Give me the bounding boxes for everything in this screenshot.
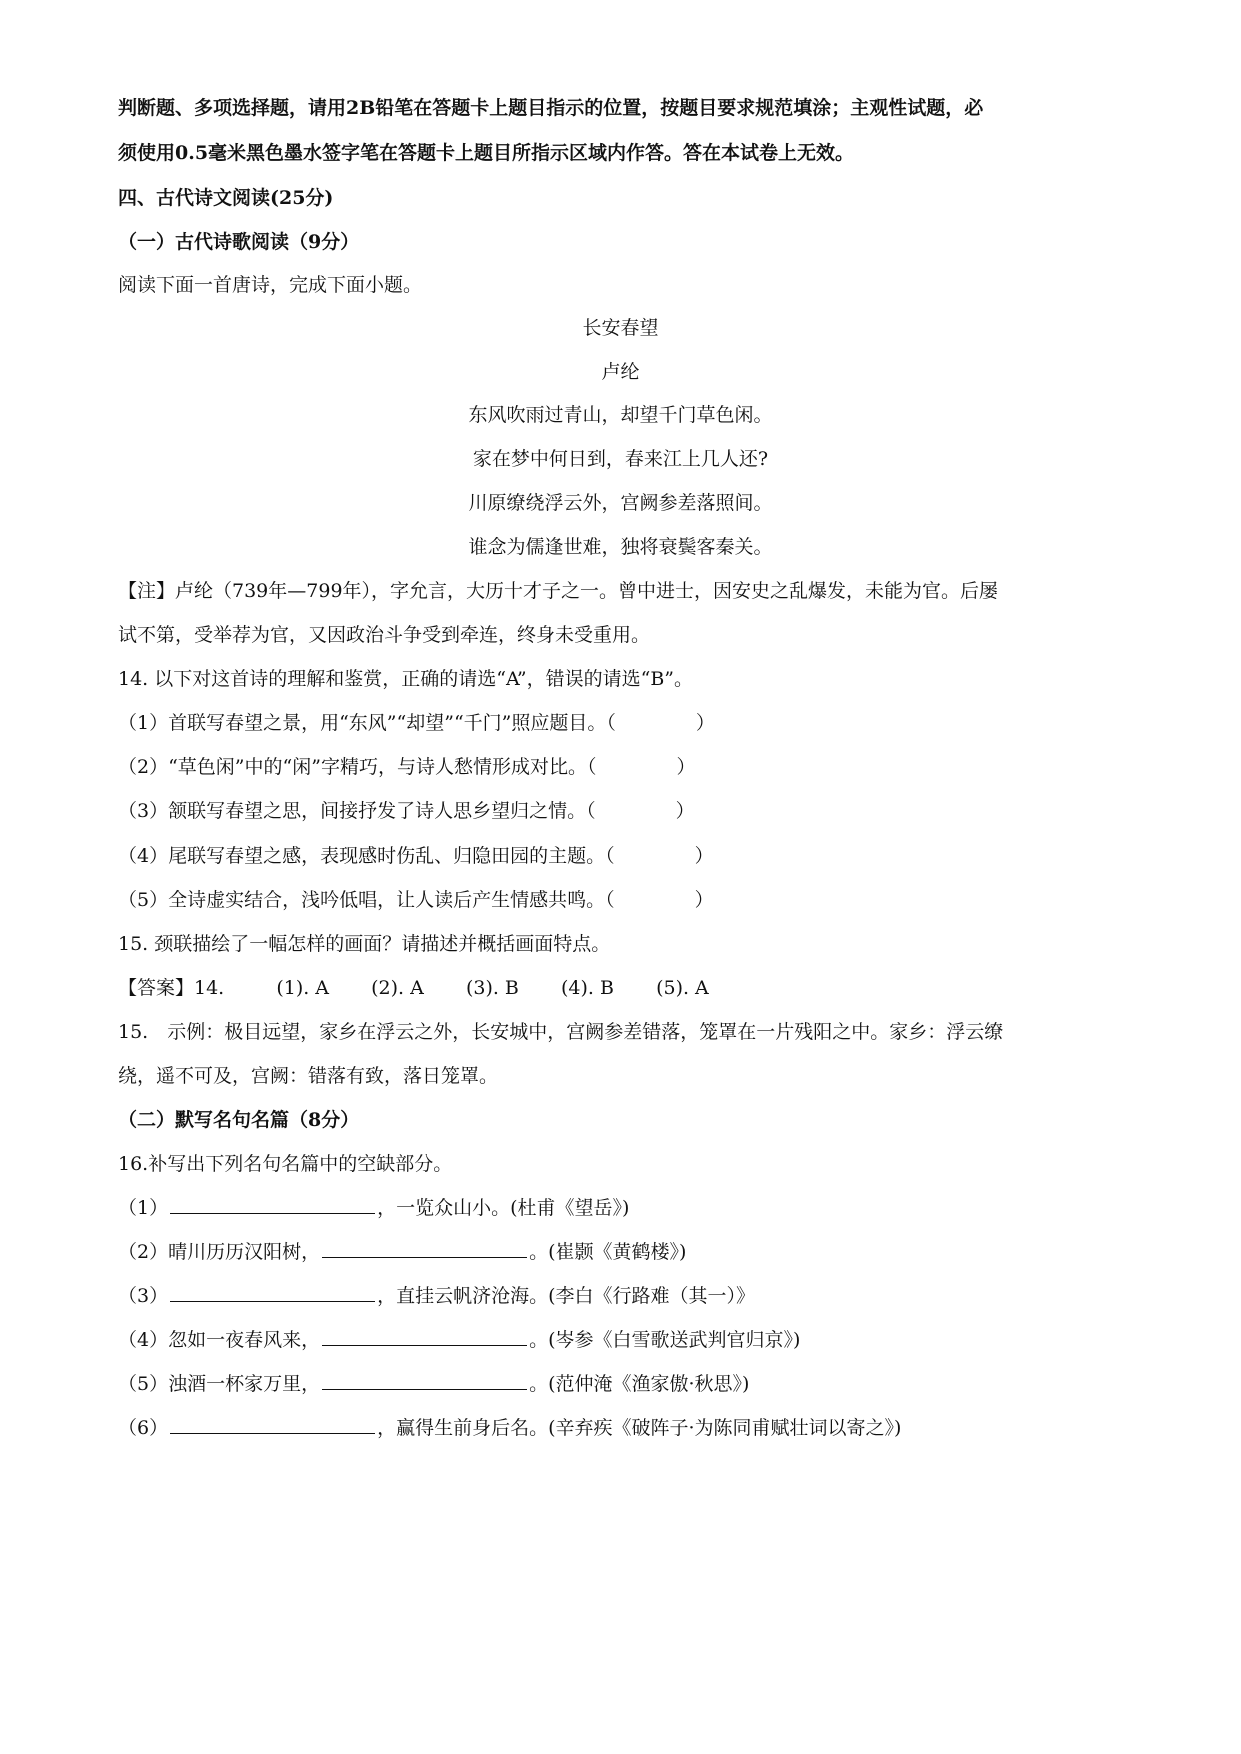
item-before: 忽如一夜春风来， — [168, 1329, 321, 1351]
poem-title: 长安春望 — [582, 317, 659, 339]
item-number: （2） — [118, 1241, 169, 1263]
question-16-stem: 16.补写出下列名句名篇中的空缺部分。 — [118, 1153, 453, 1175]
fill-in-item — [118, 1415, 901, 1441]
answer-choice: (1). A — [276, 977, 330, 999]
fill-blank[interactable] — [170, 1283, 375, 1302]
item-before: 晴川历历汉阳树， — [168, 1241, 321, 1263]
fill-blank[interactable] — [322, 1327, 527, 1346]
answer-15-line-2: 绕，遥不可及，宫阙：错落有致，落日笼罩。 — [118, 1065, 499, 1087]
item-after: 。(范仲淹《渔家傲·秋思》) — [529, 1373, 750, 1395]
note-line-2: 试不第，受举荐为官，又因政治斗争受到牵连，终身未受重用。 — [118, 624, 651, 646]
question-14-item — [118, 798, 695, 824]
item-close: ） — [676, 756, 696, 778]
question-14-item — [118, 754, 695, 780]
question-14-stem: 14. 以下对这首诗的理解和鉴赏，正确的请选“A”，错误的请选“B”。 — [118, 668, 694, 690]
item-text: （3）颔联写春望之思，间接抒发了诗人思乡望归之情。（ — [118, 800, 596, 822]
note-line-1: 【注】卢纶（739年—799年），字允言，大历十才子之一。曾中进士，因安史之乱爆发，未能为官。后屡 — [118, 580, 999, 602]
item-text: （5）全诗虚实结合，浅吟低唱，让人读后产生情感共鸣。（ — [118, 889, 615, 911]
fill-in-item — [118, 1371, 749, 1397]
fill-in-item — [118, 1283, 755, 1309]
item-after: ，一览众山小。(杜甫《望岳》) — [377, 1197, 630, 1219]
item-after: 。(崔颢《黄鹤楼》) — [529, 1241, 687, 1263]
question-14-item — [118, 710, 715, 736]
answer-choice: (3). B — [465, 977, 519, 999]
part-1-title: （一）古代诗歌阅读（9分） — [118, 231, 360, 253]
poem-line-2: 家在梦中何日到，春来江上几人还? — [472, 448, 769, 470]
item-number: （5） — [118, 1373, 169, 1395]
item-text: （4）尾联写春望之感，表现感时伤乱、归隐田园的主题。（ — [118, 845, 615, 867]
item-close: ） — [694, 845, 714, 867]
item-number: （3） — [118, 1285, 169, 1307]
item-close: ） — [694, 889, 714, 911]
answer-choice: (4). B — [561, 977, 614, 999]
section-4-title: 四、古代诗文阅读(25分) — [118, 187, 334, 209]
question-14-item — [118, 843, 714, 869]
fill-blank[interactable] — [170, 1195, 375, 1214]
item-after: 。(岑参《白雪歌送武判官归京》) — [529, 1329, 801, 1351]
item-before: 浊酒一杯家万里， — [168, 1373, 321, 1395]
fill-in-item — [118, 1327, 800, 1353]
item-close: ） — [695, 712, 715, 734]
poem-line-3: 川原缭绕浮云外，宫阙参差落照间。 — [468, 492, 773, 514]
item-number: （4） — [118, 1329, 169, 1351]
poem-author: 卢纶 — [601, 361, 640, 383]
reading-instruction: 阅读下面一首唐诗，完成下面小题。 — [118, 274, 423, 296]
fill-in-item — [118, 1239, 686, 1265]
answer-label: 【答案】14. — [118, 977, 225, 999]
item-after: ，赢得生前身后名。(辛弃疾《破阵子·为陈同甫赋壮词以寄之》) — [377, 1417, 902, 1439]
fill-blank[interactable] — [322, 1371, 527, 1390]
answer-choice: (5). A — [656, 977, 709, 999]
question-15-stem: 15. 颈联描绘了一幅怎样的画面？请描述并概括画面特点。 — [118, 933, 611, 955]
poem-line-1: 东风吹雨过青山，却望千门草色闲。 — [468, 404, 773, 426]
intro-line-2: 须使用0.5毫米黑色墨水签字笔在答题卡上题目所指示区域内作答。答在本试卷上无效。 — [118, 142, 855, 164]
item-number: （1） — [118, 1197, 169, 1219]
item-text: （1）首联写春望之景，用“东风”“却望”“千门”照应题目。（ — [118, 712, 616, 734]
fill-blank[interactable] — [170, 1415, 375, 1434]
part-2-title: （二）默写名句名篇（8分） — [118, 1109, 360, 1131]
fill-blank[interactable] — [322, 1239, 527, 1258]
item-text: （2）“草色闲”中的“闲”字精巧，与诗人愁情形成对比。（ — [118, 756, 597, 778]
poem-line-4: 谁念为儒逢世难，独将衰鬓客秦关。 — [468, 536, 773, 558]
answer-15-line-1: 15. 示例：极目远望，家乡在浮云之外，长安城中，宫阙参差错落，笼罩在一片残阳之中。家乡：浮云缭 — [118, 1021, 1004, 1043]
answer-14-row — [118, 975, 709, 1001]
item-after: ，直挂云帆济沧海。(李白《行路难（其一）》 — [377, 1285, 756, 1307]
item-close: ） — [675, 800, 695, 822]
item-number: （6） — [118, 1417, 169, 1439]
intro-line-1: 判断题、多项选择题，请用2B铅笔在答题卡上题目指示的位置，按题目要求规范填涂；主观性试题，必 — [118, 97, 984, 119]
fill-in-item — [118, 1195, 629, 1221]
question-14-item — [118, 887, 714, 913]
answer-choice: (2). A — [371, 977, 424, 999]
